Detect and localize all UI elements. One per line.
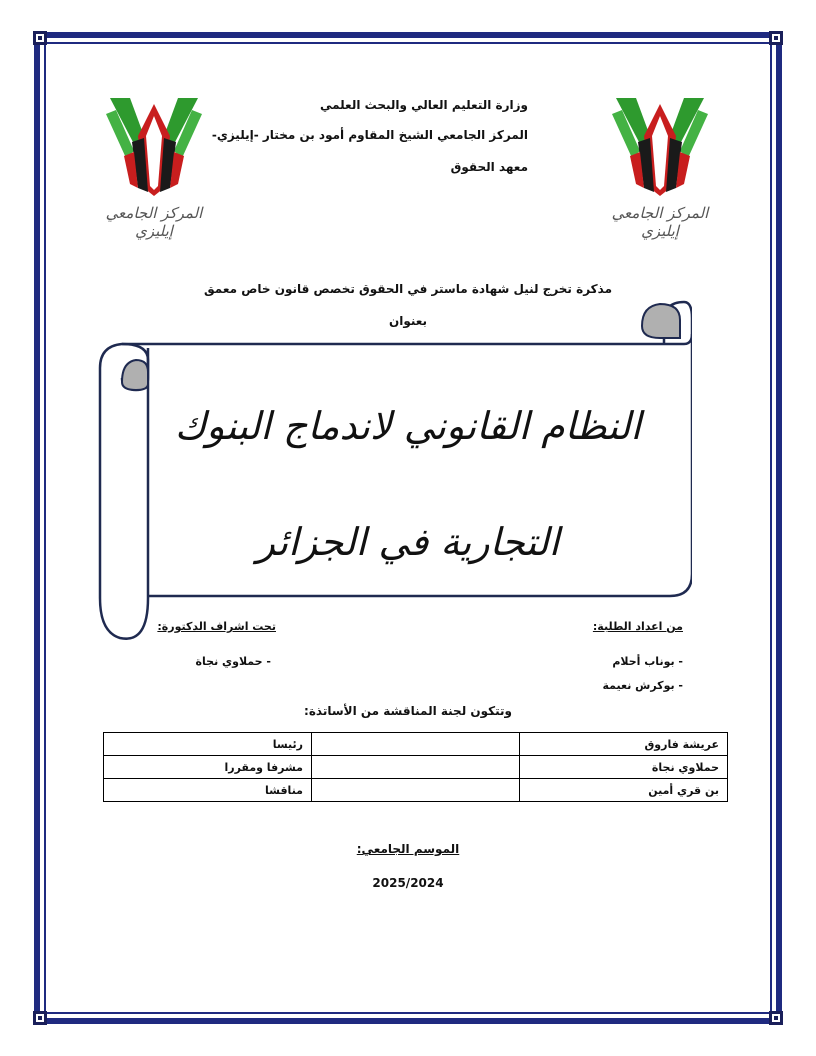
table-row (104, 779, 728, 802)
corner-ornament-top-left (33, 31, 47, 45)
institute-line: معهد الحقوق (450, 160, 528, 174)
ministry-line: وزارة التعليم العالي والبحث العلمي (319, 98, 528, 112)
table-row (104, 756, 728, 779)
member-institution (312, 756, 520, 779)
committee-table (103, 732, 728, 802)
member-role: مناقشا (104, 779, 312, 802)
corner-ornament-bottom-left (33, 1011, 47, 1025)
logo-caption: المركز الجامعي إيليزي (611, 204, 709, 240)
university-logo-left (104, 96, 204, 240)
logo-caption: المركز الجامعي إيليزي (105, 204, 203, 240)
member-name: حملاوي نجاة (520, 756, 728, 779)
committee-intro: وتتكون لجنة المناقشة من الأساتذة: (304, 704, 512, 718)
thesis-title-line2: التجارية في الجزائر (256, 520, 560, 564)
member-institution (312, 733, 520, 756)
university-logo-right (610, 96, 710, 240)
title-scroll-banner (98, 298, 692, 644)
thesis-title-line1: النظام القانوني لاندماج البنوك (174, 404, 642, 448)
season-year: 2025/2024 (372, 876, 444, 890)
table-row (104, 733, 728, 756)
corner-ornament-bottom-right (769, 1011, 783, 1025)
university-center-line: المركز الجامعي الشيخ المقاوم أمود بن مختار -إيليزي- (211, 128, 528, 142)
member-role: مشرفا ومقررا (104, 756, 312, 779)
member-institution (312, 779, 520, 802)
memo-subtitle: مذكرة تخرج لنيل شهادة ماستر في الحقوق تخصص قانون خاص معمق (203, 282, 613, 296)
entitled-label: بعنوان (388, 314, 428, 328)
student-name-1: - بوناب أحلام (612, 655, 683, 668)
students-label: من اعداد الطلبة: (592, 620, 683, 633)
season-label: الموسم الجامعي: (356, 842, 460, 856)
corner-ornament-top-right (769, 31, 783, 45)
student-name-2: - بوكرش نعيمة (602, 679, 683, 692)
supervisor-label: تحت اشراف الدكتورة: (157, 620, 276, 633)
member-name: بن قري أمين (520, 779, 728, 802)
member-name: عريشة فاروق (520, 733, 728, 756)
supervisor-name: - حملاوي نجاة (195, 655, 271, 668)
member-role: رئيسا (104, 733, 312, 756)
